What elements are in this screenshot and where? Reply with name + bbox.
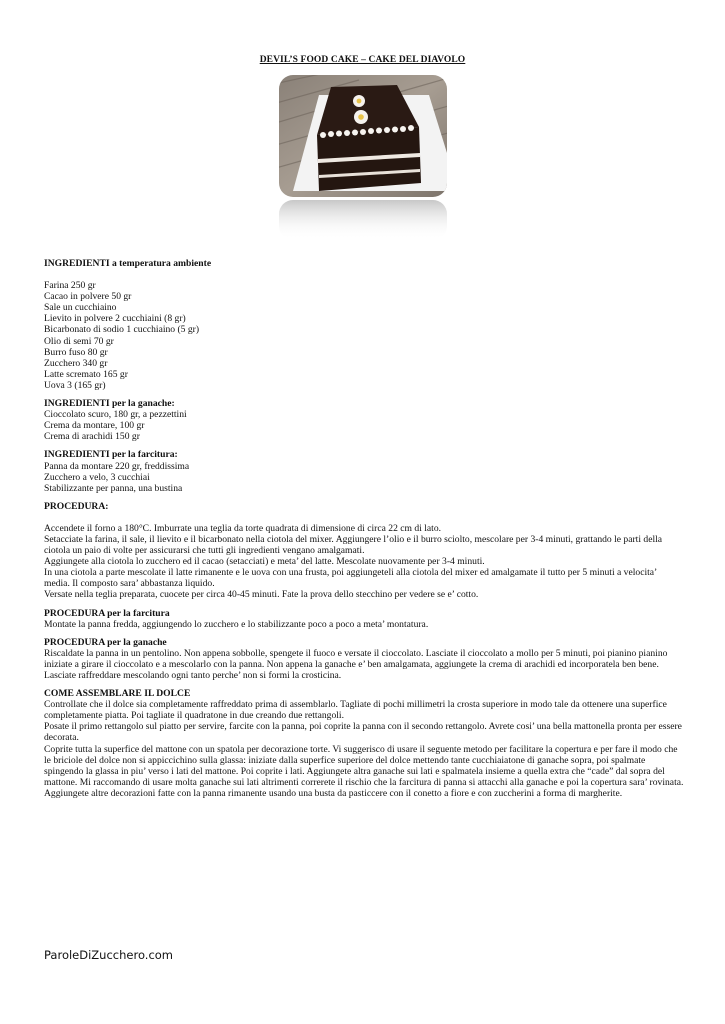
list-item: Zucchero a velo, 3 cucchiai <box>44 471 150 483</box>
paragraph: Aggiungete altre decorazioni fatte con la panna rimanente usando una busta da pasticcere con il conetto a fiore e con zuccherini a forma di margherite. <box>44 787 623 799</box>
assembly-heading: COME ASSEMBLARE IL DOLCE <box>44 688 191 700</box>
ingredients-ganache-heading: INGREDIENTI per la ganache: <box>44 398 175 410</box>
ingredients-cake-list <box>44 280 684 391</box>
recipe-body <box>44 258 684 799</box>
paragraph: Versate nella teglia preparata, cuocete per circa 40-45 minuti. Fate la prova dello stecchino per vedere se e’ cotto. <box>44 589 479 601</box>
paragraph: Posate il primo rettangolo sul piatto per servire, farcite con la panna, poi coprite la panna con il secondo rettangolo. Avrete cosi’ una bella mattonella pronta per essere decorata. <box>44 721 682 744</box>
paragraph: Coprite tutta la superfice del mattone con un spatola per decorazione torte. Vi suggerisco di usare il seguente metodo per facilitare la copertura e per fare il modo che le briciole del dolce non si appiccichino sulla glassa: iniziate dalla superfice superiore del dolce mettendo tante cucchiaiatone di ganache sopra, poi spalmate spingendo la glassa in piu’ verso i lati del mattone. Poi coprite i lati. Aggiungete altra ganache sui lati e spalmatela insieme a quella extra che “cade” dal sopra del mattone. Mi raccomando di usare molta ganache sui lati altrimenti correrete il rischio che la farcitura di panna si attacchi alla ganache e poi la copertura sara’ rovinata. <box>44 743 684 788</box>
list-item: Crema da montare, 100 gr <box>44 420 145 432</box>
list-item: Uova 3 (165 gr) <box>44 379 106 391</box>
document-title: DEVIL’S FOOD CAKE – CAKE DEL DIAVOLO <box>259 55 466 65</box>
procedure-heading: PROCEDURA: <box>44 500 109 512</box>
list-item: Burro fuso 80 gr <box>44 346 108 358</box>
paragraph: Montate la panna fredda, aggiungendo lo zucchero e lo stabilizzante poco a poco a meta’ montatura. <box>44 618 429 630</box>
paragraph: Accendete il forno a 180°C. Imburrate una teglia da torte quadrata di dimensione di circa 22 cm di lato. <box>44 522 442 534</box>
list-item: Zucchero 340 gr <box>44 357 108 369</box>
procedure-ganache-heading: PROCEDURA per la ganache <box>44 636 167 648</box>
list-item: Farina 250 gr <box>44 280 96 292</box>
list-item: Bicarbonato di sodio 1 cucchiaino (5 gr) <box>44 324 200 336</box>
cake-photo <box>279 75 447 240</box>
paragraph: In una ciotola a parte mescolate il latte rimanente e le uova con una frusta, poi aggiungeteli alla ciotola del mixer ed amalgamate il tutto per 5 minuti a velocita’ media. Il composto sara’ abbastanza liquido. <box>44 567 657 590</box>
list-item: Cacao in polvere 50 gr <box>44 291 132 303</box>
list-item: Crema di arachidi 150 gr <box>44 431 140 443</box>
footer-site-name: ParoleDiZucchero.com <box>44 948 173 962</box>
paragraph: Setacciate la farina, il sale, il lievito e il bicarbonato nella ciotola del mixer. Aggiungere l’olio e il burro sciolto, mescolare per 3-4 minuti, grattando le parti della ciotola un paio di volte per assicurarsi che tutti gli ingredienti vengano amalgamati. <box>44 533 663 557</box>
procedure-text <box>44 523 684 601</box>
list-item: Latte scremato 165 gr <box>44 368 128 380</box>
ingredients-cake-heading: INGREDIENTI a temperatura ambiente <box>44 258 212 269</box>
list-item: Lievito in polvere 2 cucchiaini (8 gr) <box>44 313 186 325</box>
list-item: Cioccolato scuro, 180 gr, a pezzettini <box>44 409 187 421</box>
list-item: Panna da montare 220 gr, freddissima <box>44 460 190 472</box>
procedure-filling-heading: PROCEDURA per la farcitura <box>44 607 170 619</box>
ingredients-filling-list <box>44 461 684 494</box>
list-item: Olio di semi 70 gr <box>44 335 114 347</box>
paragraph: Riscaldate la panna in un pentolino. Non appena sobbolle, spengete il fuoco e versate il cioccolato. Lasciate il cioccolato a mollo per 5 minuti, poi pianino pianino iniziate a girare il cioccolato e a mescolarlo con la panna. Non appena la ganache e’ ben amalgamata, aggiungete la crema di arachidi ed incorporatela ben bene. Lasciate raffreddare mescolando ogni tanto perche’ non si formi la crosticina. <box>44 647 668 681</box>
list-item: Sale un cucchiaino <box>44 302 117 314</box>
ingredients-filling-heading: INGREDIENTI per la farcitura: <box>44 449 178 461</box>
list-item: Stabilizzante per panna, una bustina <box>44 482 183 494</box>
paragraph: Aggiungete alla ciotola lo zucchero ed il cacao (setacciati) e meta’ del latte. Mescolate nuovamente per 3-4 minuti. <box>44 556 485 568</box>
cake-photo-image <box>279 75 447 240</box>
paragraph: Controllate che il dolce sia completamente raffreddato prima di assemblarlo. Tagliate di pochi millimetri la crosta superiore in modo tale da ottenere una superfice completamente piatta. Poi tagliate il quadratone in due creando due rettangoli. <box>44 699 667 722</box>
ingredients-ganache-list <box>44 409 684 442</box>
